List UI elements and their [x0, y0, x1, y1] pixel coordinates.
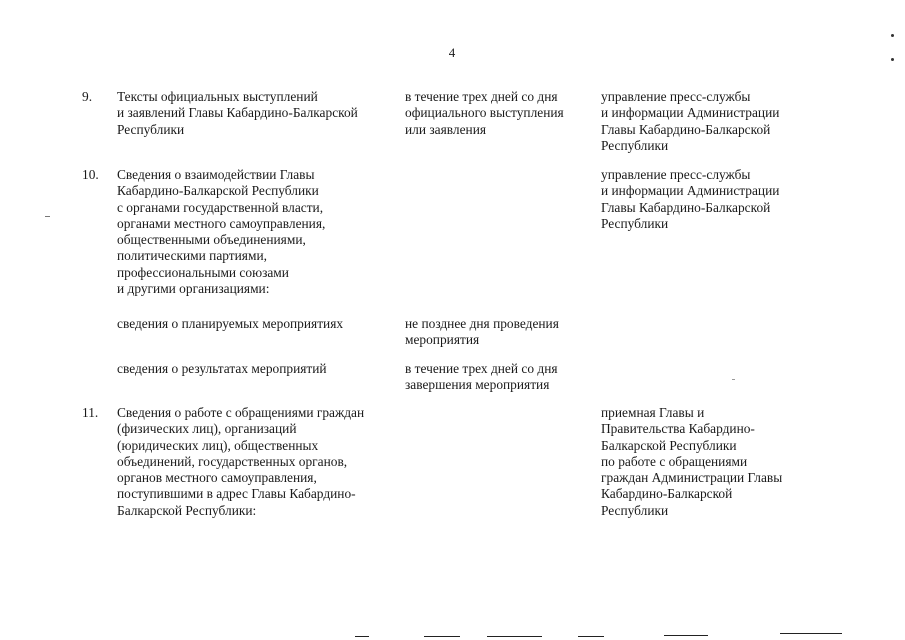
scan-mark: [355, 636, 369, 637]
row-description: Сведения о взаимодействии Главы Кабардино-Балкарской Республики с органами государственной власти, органами местного самоуправления, общественными объединениями, политическими партиями, профессиональными союзами и другими организациями:: [117, 167, 326, 297]
page-number: 4: [448, 45, 456, 60]
row-responsible: управление пресс-службы и информации Администрации Главы Кабардино-Балкарской Республики: [601, 89, 780, 153]
scan-mark: [732, 379, 735, 380]
row-term: в течение трех дней со дня завершения мероприятия: [405, 361, 558, 393]
scan-mark: [664, 635, 708, 636]
scan-mark: [45, 216, 50, 217]
scan-speck: [891, 58, 894, 61]
scan-mark: [487, 636, 542, 637]
row-description: Тексты официальных выступлений и заявлений Главы Кабардино-Балкарской Республики: [117, 89, 358, 137]
row-description: сведения о результатах мероприятий: [117, 361, 327, 376]
row-description: Сведения о работе с обращениями граждан (физических лиц), организаций (юридических лиц), общественных объединений, государственных органов, органов местного самоуправления, поступившими в адрес Главы Кабардино- Балкарской Республики:: [117, 405, 365, 518]
row-number: 10.: [82, 167, 99, 182]
row-number: 11.: [82, 405, 99, 420]
scan-mark: [780, 633, 842, 634]
scan-mark: [578, 636, 604, 637]
row-responsible: управление пресс-службы и информации Администрации Главы Кабардино-Балкарской Республики: [601, 167, 780, 231]
row-term: в течение трех дней со дня официального выступления или заявления: [405, 89, 564, 137]
row-term: не позднее дня проведения мероприятия: [405, 316, 559, 348]
row-responsible: приемная Главы и Правительства Кабардино- Балкарской Республики по работе с обращениями граждан Администрации Главы Кабардино-Балкарской Республики: [601, 405, 783, 518]
row-description: сведения о планируемых мероприятиях: [117, 316, 344, 331]
row-number: 9.: [82, 89, 93, 104]
scan-mark: [424, 636, 460, 637]
scan-speck: [891, 34, 894, 37]
